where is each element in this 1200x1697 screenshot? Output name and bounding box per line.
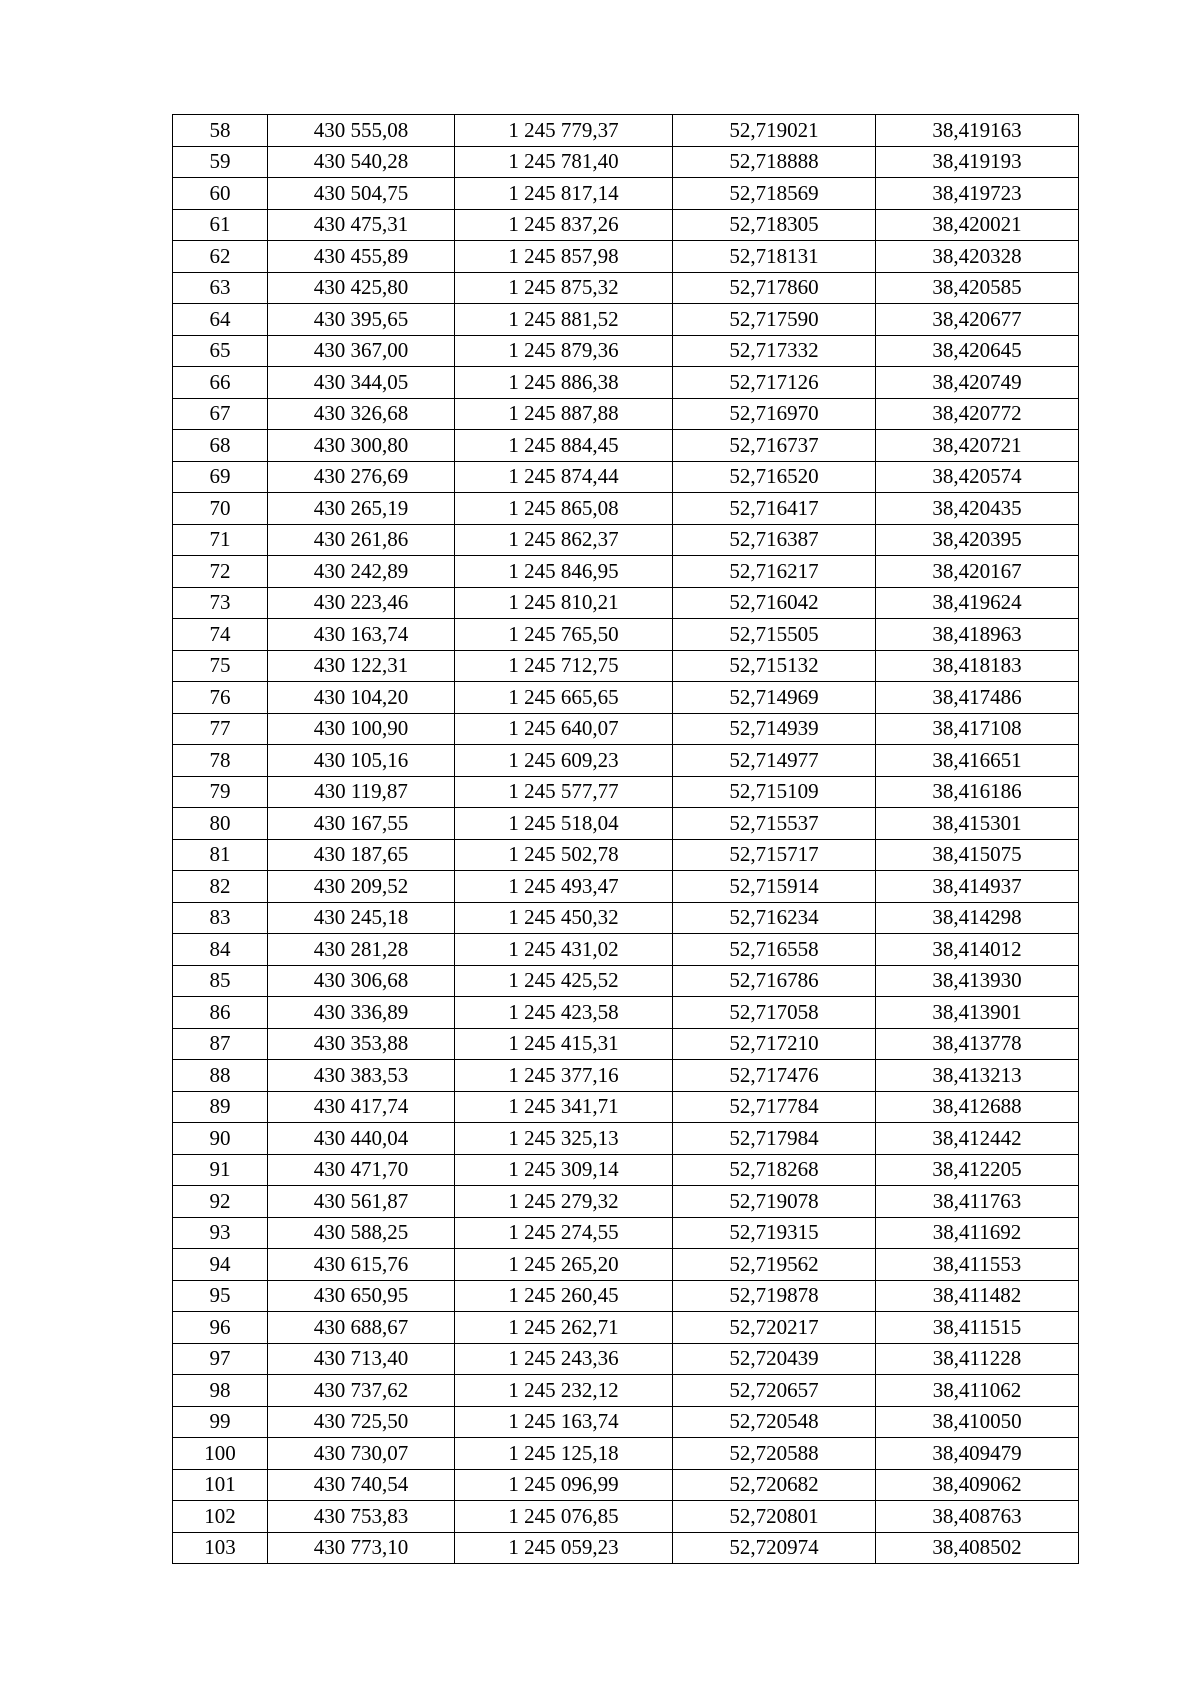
table-row — [173, 146, 1079, 178]
y-coordinate-cell: 1 245 243,36 — [455, 1343, 673, 1375]
x-coordinate-cell: 430 561,87 — [268, 1186, 455, 1218]
y-coordinate-cell: 1 245 415,31 — [455, 1028, 673, 1060]
table-row — [173, 556, 1079, 588]
y-coordinate-cell: 1 245 865,08 — [455, 493, 673, 525]
latitude-cell: 52,720548 — [673, 1406, 876, 1438]
x-coordinate-cell: 430 245,18 — [268, 902, 455, 934]
x-coordinate-cell: 430 100,90 — [268, 713, 455, 745]
y-coordinate-cell: 1 245 431,02 — [455, 934, 673, 966]
table-row — [173, 430, 1079, 462]
longitude-cell: 38,414937 — [876, 871, 1079, 903]
x-coordinate-cell: 430 223,46 — [268, 587, 455, 619]
table-row — [173, 1217, 1079, 1249]
latitude-cell: 52,717126 — [673, 367, 876, 399]
latitude-cell: 52,714939 — [673, 713, 876, 745]
point-number-cell: 97 — [173, 1343, 268, 1375]
table-row — [173, 524, 1079, 556]
table-row — [173, 1028, 1079, 1060]
longitude-cell: 38,411062 — [876, 1375, 1079, 1407]
table-row — [173, 367, 1079, 399]
y-coordinate-cell: 1 245 125,18 — [455, 1438, 673, 1470]
x-coordinate-cell: 430 105,16 — [268, 745, 455, 777]
table-row — [173, 398, 1079, 430]
x-coordinate-cell: 430 737,62 — [268, 1375, 455, 1407]
y-coordinate-cell: 1 245 450,32 — [455, 902, 673, 934]
point-number-cell: 76 — [173, 682, 268, 714]
longitude-cell: 38,419723 — [876, 178, 1079, 210]
y-coordinate-cell: 1 245 577,77 — [455, 776, 673, 808]
point-number-cell: 83 — [173, 902, 268, 934]
latitude-cell: 52,719078 — [673, 1186, 876, 1218]
y-coordinate-cell: 1 245 765,50 — [455, 619, 673, 651]
x-coordinate-cell: 430 740,54 — [268, 1469, 455, 1501]
y-coordinate-cell: 1 245 502,78 — [455, 839, 673, 871]
table-row — [173, 1375, 1079, 1407]
y-coordinate-cell: 1 245 096,99 — [455, 1469, 673, 1501]
table-row — [173, 713, 1079, 745]
table-row — [173, 115, 1079, 147]
table-row — [173, 304, 1079, 336]
y-coordinate-cell: 1 245 640,07 — [455, 713, 673, 745]
latitude-cell: 52,716217 — [673, 556, 876, 588]
x-coordinate-cell: 430 504,75 — [268, 178, 455, 210]
longitude-cell: 38,413213 — [876, 1060, 1079, 1092]
longitude-cell: 38,409479 — [876, 1438, 1079, 1470]
point-number-cell: 86 — [173, 997, 268, 1029]
latitude-cell: 52,717860 — [673, 272, 876, 304]
point-number-cell: 73 — [173, 587, 268, 619]
latitude-cell: 52,718888 — [673, 146, 876, 178]
x-coordinate-cell: 430 725,50 — [268, 1406, 455, 1438]
table-row — [173, 1154, 1079, 1186]
point-number-cell: 96 — [173, 1312, 268, 1344]
point-number-cell: 60 — [173, 178, 268, 210]
table-row — [173, 587, 1079, 619]
table-row — [173, 1091, 1079, 1123]
latitude-cell: 52,715537 — [673, 808, 876, 840]
point-number-cell: 100 — [173, 1438, 268, 1470]
latitude-cell: 52,715717 — [673, 839, 876, 871]
latitude-cell: 52,716558 — [673, 934, 876, 966]
longitude-cell: 38,416186 — [876, 776, 1079, 808]
table-row — [173, 776, 1079, 808]
latitude-cell: 52,716417 — [673, 493, 876, 525]
y-coordinate-cell: 1 245 423,58 — [455, 997, 673, 1029]
longitude-cell: 38,411692 — [876, 1217, 1079, 1249]
table-row — [173, 1438, 1079, 1470]
point-number-cell: 92 — [173, 1186, 268, 1218]
longitude-cell: 38,414012 — [876, 934, 1079, 966]
latitude-cell: 52,716520 — [673, 461, 876, 493]
latitude-cell: 52,720974 — [673, 1532, 876, 1564]
latitude-cell: 52,718268 — [673, 1154, 876, 1186]
table-row — [173, 272, 1079, 304]
longitude-cell: 38,419163 — [876, 115, 1079, 147]
y-coordinate-cell: 1 245 810,21 — [455, 587, 673, 619]
point-number-cell: 102 — [173, 1501, 268, 1533]
longitude-cell: 38,411515 — [876, 1312, 1079, 1344]
latitude-cell: 52,719878 — [673, 1280, 876, 1312]
point-number-cell: 87 — [173, 1028, 268, 1060]
point-number-cell: 67 — [173, 398, 268, 430]
latitude-cell: 52,719562 — [673, 1249, 876, 1281]
latitude-cell: 52,719021 — [673, 115, 876, 147]
latitude-cell: 52,716737 — [673, 430, 876, 462]
y-coordinate-cell: 1 245 341,71 — [455, 1091, 673, 1123]
latitude-cell: 52,718305 — [673, 209, 876, 241]
y-coordinate-cell: 1 245 712,75 — [455, 650, 673, 682]
y-coordinate-cell: 1 245 881,52 — [455, 304, 673, 336]
point-number-cell: 68 — [173, 430, 268, 462]
table-row — [173, 1312, 1079, 1344]
longitude-cell: 38,418963 — [876, 619, 1079, 651]
x-coordinate-cell: 430 167,55 — [268, 808, 455, 840]
longitude-cell: 38,419624 — [876, 587, 1079, 619]
point-number-cell: 84 — [173, 934, 268, 966]
point-number-cell: 59 — [173, 146, 268, 178]
table-row — [173, 619, 1079, 651]
x-coordinate-cell: 430 753,83 — [268, 1501, 455, 1533]
y-coordinate-cell: 1 245 262,71 — [455, 1312, 673, 1344]
longitude-cell: 38,418183 — [876, 650, 1079, 682]
longitude-cell: 38,420677 — [876, 304, 1079, 336]
table-row — [173, 1249, 1079, 1281]
x-coordinate-cell: 430 730,07 — [268, 1438, 455, 1470]
x-coordinate-cell: 430 344,05 — [268, 367, 455, 399]
point-number-cell: 65 — [173, 335, 268, 367]
point-number-cell: 81 — [173, 839, 268, 871]
point-number-cell: 78 — [173, 745, 268, 777]
x-coordinate-cell: 430 383,53 — [268, 1060, 455, 1092]
longitude-cell: 38,413930 — [876, 965, 1079, 997]
x-coordinate-cell: 430 455,89 — [268, 241, 455, 273]
x-coordinate-cell: 430 615,76 — [268, 1249, 455, 1281]
x-coordinate-cell: 430 367,00 — [268, 335, 455, 367]
longitude-cell: 38,420395 — [876, 524, 1079, 556]
table-row — [173, 1501, 1079, 1533]
y-coordinate-cell: 1 245 325,13 — [455, 1123, 673, 1155]
point-number-cell: 74 — [173, 619, 268, 651]
latitude-cell: 52,720657 — [673, 1375, 876, 1407]
longitude-cell: 38,415301 — [876, 808, 1079, 840]
table-row — [173, 902, 1079, 934]
latitude-cell: 52,714969 — [673, 682, 876, 714]
y-coordinate-cell: 1 245 425,52 — [455, 965, 673, 997]
x-coordinate-cell: 430 306,68 — [268, 965, 455, 997]
longitude-cell: 38,420574 — [876, 461, 1079, 493]
x-coordinate-cell: 430 265,19 — [268, 493, 455, 525]
longitude-cell: 38,411228 — [876, 1343, 1079, 1375]
table-row — [173, 1060, 1079, 1092]
longitude-cell: 38,409062 — [876, 1469, 1079, 1501]
latitude-cell: 52,720588 — [673, 1438, 876, 1470]
table-row — [173, 493, 1079, 525]
table-row — [173, 1343, 1079, 1375]
latitude-cell: 52,718569 — [673, 178, 876, 210]
longitude-cell: 38,420721 — [876, 430, 1079, 462]
y-coordinate-cell: 1 245 862,37 — [455, 524, 673, 556]
longitude-cell: 38,408502 — [876, 1532, 1079, 1564]
x-coordinate-cell: 430 209,52 — [268, 871, 455, 903]
longitude-cell: 38,415075 — [876, 839, 1079, 871]
table-row — [173, 178, 1079, 210]
point-number-cell: 94 — [173, 1249, 268, 1281]
latitude-cell: 52,720682 — [673, 1469, 876, 1501]
table-row — [173, 209, 1079, 241]
longitude-cell: 38,412442 — [876, 1123, 1079, 1155]
point-number-cell: 64 — [173, 304, 268, 336]
x-coordinate-cell: 430 688,67 — [268, 1312, 455, 1344]
latitude-cell: 52,717590 — [673, 304, 876, 336]
latitude-cell: 52,715132 — [673, 650, 876, 682]
x-coordinate-cell: 430 242,89 — [268, 556, 455, 588]
y-coordinate-cell: 1 245 059,23 — [455, 1532, 673, 1564]
point-number-cell: 99 — [173, 1406, 268, 1438]
latitude-cell: 52,716970 — [673, 398, 876, 430]
point-number-cell: 101 — [173, 1469, 268, 1501]
y-coordinate-cell: 1 245 493,47 — [455, 871, 673, 903]
y-coordinate-cell: 1 245 309,14 — [455, 1154, 673, 1186]
longitude-cell: 38,412205 — [876, 1154, 1079, 1186]
x-coordinate-cell: 430 773,10 — [268, 1532, 455, 1564]
x-coordinate-cell: 430 650,95 — [268, 1280, 455, 1312]
x-coordinate-cell: 430 471,70 — [268, 1154, 455, 1186]
longitude-cell: 38,413901 — [876, 997, 1079, 1029]
y-coordinate-cell: 1 245 279,32 — [455, 1186, 673, 1218]
x-coordinate-cell: 430 336,89 — [268, 997, 455, 1029]
y-coordinate-cell: 1 245 857,98 — [455, 241, 673, 273]
point-number-cell: 58 — [173, 115, 268, 147]
x-coordinate-cell: 430 440,04 — [268, 1123, 455, 1155]
longitude-cell: 38,420167 — [876, 556, 1079, 588]
x-coordinate-cell: 430 326,68 — [268, 398, 455, 430]
point-number-cell: 77 — [173, 713, 268, 745]
x-coordinate-cell: 430 276,69 — [268, 461, 455, 493]
longitude-cell: 38,417486 — [876, 682, 1079, 714]
x-coordinate-cell: 430 353,88 — [268, 1028, 455, 1060]
x-coordinate-cell: 430 261,86 — [268, 524, 455, 556]
longitude-cell: 38,411482 — [876, 1280, 1079, 1312]
table-row — [173, 1186, 1079, 1218]
longitude-cell: 38,420021 — [876, 209, 1079, 241]
latitude-cell: 52,718131 — [673, 241, 876, 273]
y-coordinate-cell: 1 245 817,14 — [455, 178, 673, 210]
latitude-cell: 52,715505 — [673, 619, 876, 651]
x-coordinate-cell: 430 122,31 — [268, 650, 455, 682]
point-number-cell: 72 — [173, 556, 268, 588]
latitude-cell: 52,716234 — [673, 902, 876, 934]
point-number-cell: 93 — [173, 1217, 268, 1249]
longitude-cell: 38,414298 — [876, 902, 1079, 934]
longitude-cell: 38,412688 — [876, 1091, 1079, 1123]
table-row — [173, 745, 1079, 777]
point-number-cell: 70 — [173, 493, 268, 525]
latitude-cell: 52,715109 — [673, 776, 876, 808]
y-coordinate-cell: 1 245 377,16 — [455, 1060, 673, 1092]
point-number-cell: 71 — [173, 524, 268, 556]
y-coordinate-cell: 1 245 665,65 — [455, 682, 673, 714]
y-coordinate-cell: 1 245 886,38 — [455, 367, 673, 399]
point-number-cell: 66 — [173, 367, 268, 399]
table-row — [173, 965, 1079, 997]
coordinates-table — [172, 114, 1079, 1564]
latitude-cell: 52,720217 — [673, 1312, 876, 1344]
y-coordinate-cell: 1 245 781,40 — [455, 146, 673, 178]
longitude-cell: 38,408763 — [876, 1501, 1079, 1533]
point-number-cell: 79 — [173, 776, 268, 808]
latitude-cell: 52,715914 — [673, 871, 876, 903]
latitude-cell: 52,717476 — [673, 1060, 876, 1092]
point-number-cell: 89 — [173, 1091, 268, 1123]
longitude-cell: 38,420435 — [876, 493, 1079, 525]
latitude-cell: 52,714977 — [673, 745, 876, 777]
longitude-cell: 38,419193 — [876, 146, 1079, 178]
x-coordinate-cell: 430 187,65 — [268, 839, 455, 871]
table-row — [173, 808, 1079, 840]
y-coordinate-cell: 1 245 265,20 — [455, 1249, 673, 1281]
point-number-cell: 80 — [173, 808, 268, 840]
y-coordinate-cell: 1 245 076,85 — [455, 1501, 673, 1533]
y-coordinate-cell: 1 245 518,04 — [455, 808, 673, 840]
longitude-cell: 38,413778 — [876, 1028, 1079, 1060]
longitude-cell: 38,420749 — [876, 367, 1079, 399]
y-coordinate-cell: 1 245 887,88 — [455, 398, 673, 430]
longitude-cell: 38,420328 — [876, 241, 1079, 273]
point-number-cell: 91 — [173, 1154, 268, 1186]
y-coordinate-cell: 1 245 884,45 — [455, 430, 673, 462]
x-coordinate-cell: 430 104,20 — [268, 682, 455, 714]
longitude-cell: 38,420585 — [876, 272, 1079, 304]
x-coordinate-cell: 430 395,65 — [268, 304, 455, 336]
point-number-cell: 103 — [173, 1532, 268, 1564]
table-row — [173, 650, 1079, 682]
x-coordinate-cell: 430 475,31 — [268, 209, 455, 241]
longitude-cell: 38,420645 — [876, 335, 1079, 367]
y-coordinate-cell: 1 245 609,23 — [455, 745, 673, 777]
table-row — [173, 1123, 1079, 1155]
table-row — [173, 839, 1079, 871]
y-coordinate-cell: 1 245 779,37 — [455, 115, 673, 147]
longitude-cell: 38,411553 — [876, 1249, 1079, 1281]
longitude-cell: 38,410050 — [876, 1406, 1079, 1438]
x-coordinate-cell: 430 425,80 — [268, 272, 455, 304]
point-number-cell: 63 — [173, 272, 268, 304]
latitude-cell: 52,716042 — [673, 587, 876, 619]
y-coordinate-cell: 1 245 846,95 — [455, 556, 673, 588]
latitude-cell: 52,719315 — [673, 1217, 876, 1249]
coordinates-table-body — [173, 115, 1079, 1564]
y-coordinate-cell: 1 245 163,74 — [455, 1406, 673, 1438]
y-coordinate-cell: 1 245 274,55 — [455, 1217, 673, 1249]
point-number-cell: 75 — [173, 650, 268, 682]
x-coordinate-cell: 430 300,80 — [268, 430, 455, 462]
x-coordinate-cell: 430 555,08 — [268, 115, 455, 147]
latitude-cell: 52,717210 — [673, 1028, 876, 1060]
latitude-cell: 52,717984 — [673, 1123, 876, 1155]
point-number-cell: 85 — [173, 965, 268, 997]
longitude-cell: 38,420772 — [876, 398, 1079, 430]
longitude-cell: 38,411763 — [876, 1186, 1079, 1218]
table-row — [173, 1469, 1079, 1501]
table-row — [173, 1280, 1079, 1312]
y-coordinate-cell: 1 245 232,12 — [455, 1375, 673, 1407]
y-coordinate-cell: 1 245 837,26 — [455, 209, 673, 241]
point-number-cell: 98 — [173, 1375, 268, 1407]
point-number-cell: 95 — [173, 1280, 268, 1312]
point-number-cell: 69 — [173, 461, 268, 493]
latitude-cell: 52,716387 — [673, 524, 876, 556]
point-number-cell: 88 — [173, 1060, 268, 1092]
point-number-cell: 62 — [173, 241, 268, 273]
x-coordinate-cell: 430 163,74 — [268, 619, 455, 651]
table-row — [173, 871, 1079, 903]
x-coordinate-cell: 430 281,28 — [268, 934, 455, 966]
table-row — [173, 335, 1079, 367]
x-coordinate-cell: 430 119,87 — [268, 776, 455, 808]
x-coordinate-cell: 430 588,25 — [268, 1217, 455, 1249]
table-row — [173, 1406, 1079, 1438]
point-number-cell: 90 — [173, 1123, 268, 1155]
table-row — [173, 461, 1079, 493]
y-coordinate-cell: 1 245 875,32 — [455, 272, 673, 304]
latitude-cell: 52,716786 — [673, 965, 876, 997]
point-number-cell: 61 — [173, 209, 268, 241]
table-row — [173, 682, 1079, 714]
table-row — [173, 997, 1079, 1029]
y-coordinate-cell: 1 245 874,44 — [455, 461, 673, 493]
x-coordinate-cell: 430 417,74 — [268, 1091, 455, 1123]
y-coordinate-cell: 1 245 260,45 — [455, 1280, 673, 1312]
x-coordinate-cell: 430 713,40 — [268, 1343, 455, 1375]
table-row — [173, 1532, 1079, 1564]
table-row — [173, 241, 1079, 273]
latitude-cell: 52,720439 — [673, 1343, 876, 1375]
latitude-cell: 52,717058 — [673, 997, 876, 1029]
point-number-cell: 82 — [173, 871, 268, 903]
y-coordinate-cell: 1 245 879,36 — [455, 335, 673, 367]
latitude-cell: 52,717332 — [673, 335, 876, 367]
longitude-cell: 38,416651 — [876, 745, 1079, 777]
x-coordinate-cell: 430 540,28 — [268, 146, 455, 178]
table-row — [173, 934, 1079, 966]
longitude-cell: 38,417108 — [876, 713, 1079, 745]
latitude-cell: 52,720801 — [673, 1501, 876, 1533]
latitude-cell: 52,717784 — [673, 1091, 876, 1123]
